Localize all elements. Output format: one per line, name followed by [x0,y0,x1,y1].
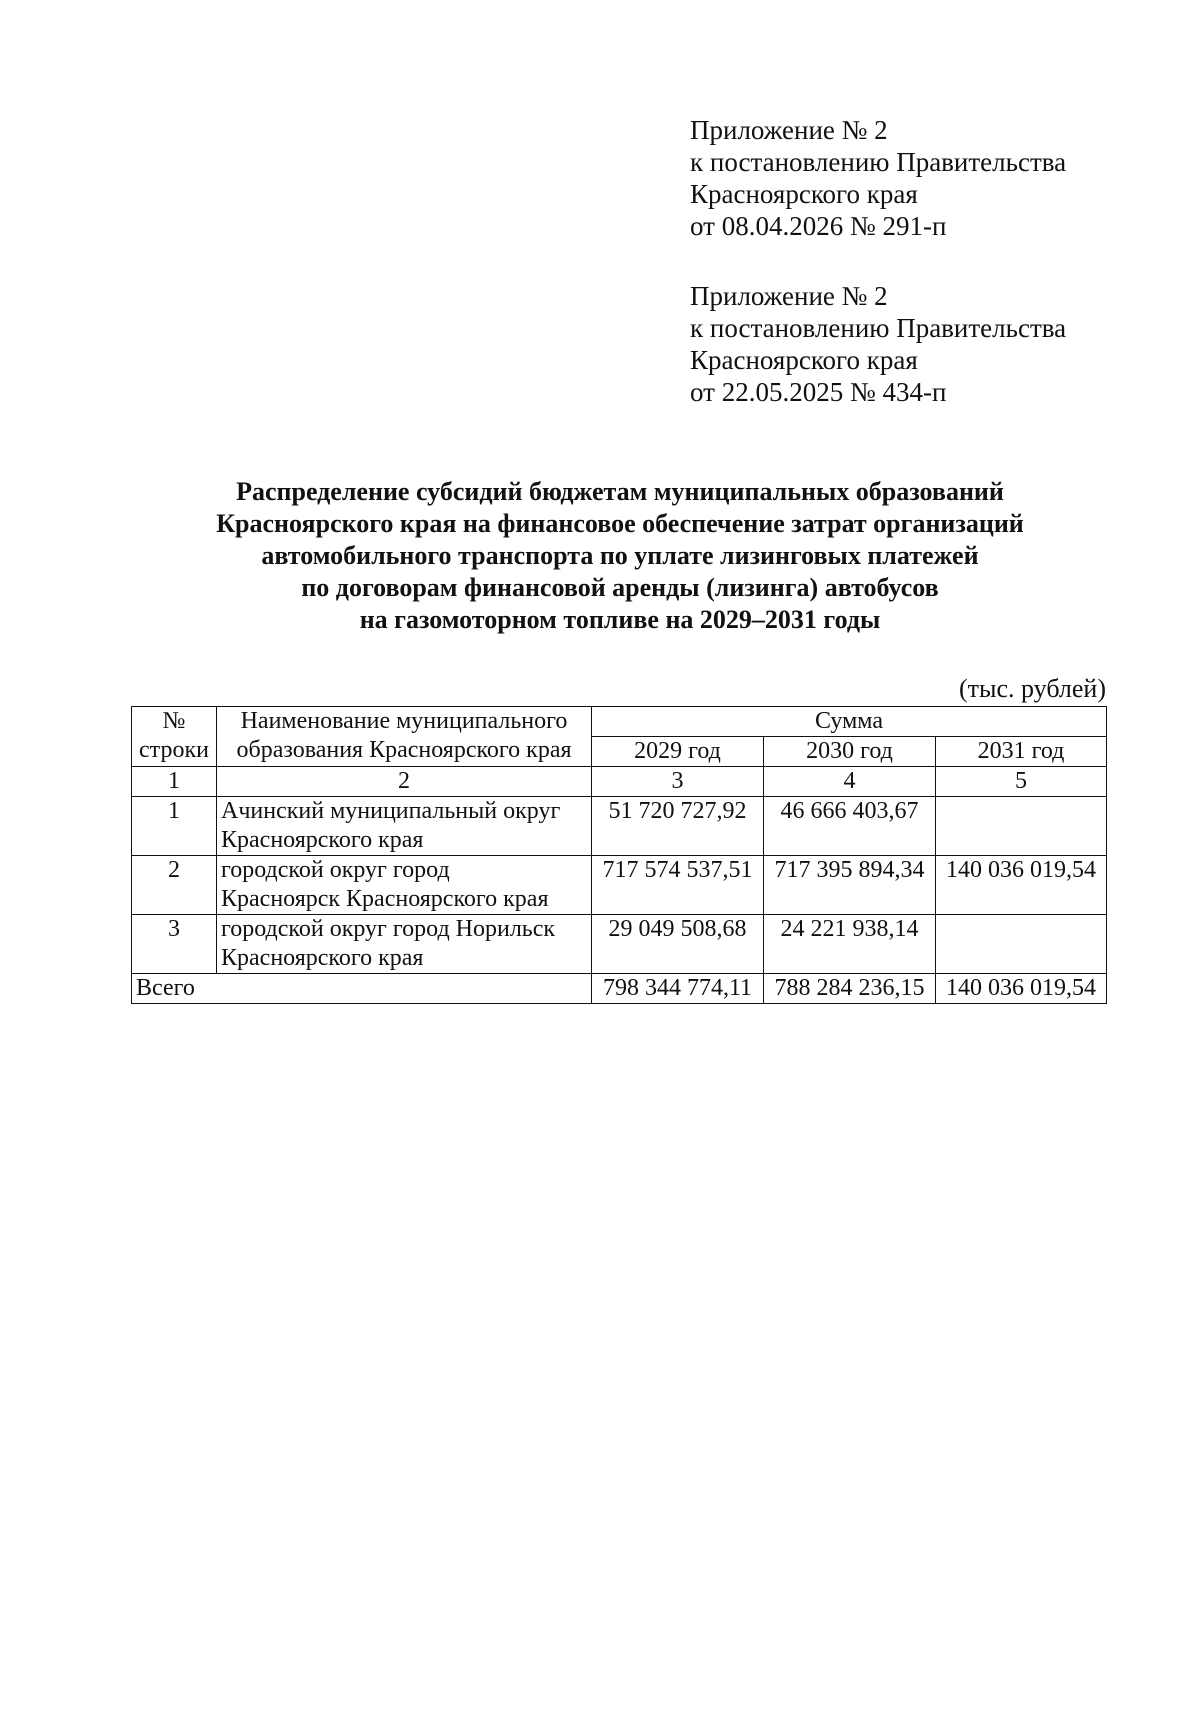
title-line: Красноярского края на финансовое обеспечение затрат организаций [216,509,1024,538]
municipality-name: городской округ город Норильск Красноярского края [217,915,592,974]
amount-2030: 24 221 938,14 [764,915,936,974]
total-label: Всего [132,974,592,1004]
amount-2031: 140 036 019,54 [936,856,1107,915]
appendix-line: к постановлению Правительства [690,313,1067,343]
header-municipality-name: Наименование муниципального образования Красноярского края [217,707,592,767]
header-row-number: № строки [132,707,217,767]
appendix-line: от 22.05.2025 № 434-п [690,377,947,407]
total-2029: 798 344 774,11 [592,974,764,1004]
appendix-block-current [690,114,1066,242]
title-line: на газомоторном топливе на 2029–2031 годы [359,605,881,634]
table-total-row [132,974,1107,1004]
municipality-name: городской округ город Красноярск Красноярского края [217,856,592,915]
header-year-2031: 2031 год [936,737,1107,767]
table-row [132,797,1107,856]
subsidy-table-wrapper [131,706,1106,1004]
subsidy-table [131,706,1107,1004]
header-sum: Сумма [592,707,1107,737]
table-row [132,856,1107,915]
document-title [120,476,1120,636]
appendix-line: к постановлению Правительства [690,147,1067,177]
header-year-2030: 2030 год [764,737,936,767]
appendix-line: от 08.04.2026 № 291-п [690,211,947,241]
total-2031: 140 036 019,54 [936,974,1107,1004]
column-number: 2 [217,767,592,797]
table-row [132,915,1107,974]
appendix-line: Приложение № 2 [690,281,888,311]
amount-2030: 46 666 403,67 [764,797,936,856]
appendix-line: Красноярского края [690,179,918,209]
column-number: 5 [936,767,1107,797]
title-line: автомобильного транспорта по уплате лизинговых платежей [261,541,979,570]
amount-2030: 717 395 894,34 [764,856,936,915]
total-2030: 788 284 236,15 [764,974,936,1004]
row-number: 1 [132,797,217,856]
appendix-line: Приложение № 2 [690,115,888,145]
municipality-name: Ачинский муниципальный округ Красноярского края [217,797,592,856]
row-number: 3 [132,915,217,974]
column-number: 1 [132,767,217,797]
amount-2029: 717 574 537,51 [592,856,764,915]
header-year-2029: 2029 год [592,737,764,767]
row-number: 2 [132,856,217,915]
amount-2031 [936,915,1107,974]
amount-2029: 51 720 727,92 [592,797,764,856]
appendix-line: Красноярского края [690,345,918,375]
title-line: Распределение субсидий бюджетам муниципальных образований [236,477,1004,506]
appendix-block-previous [690,280,1066,408]
amount-2031 [936,797,1107,856]
column-number: 3 [592,767,764,797]
column-numbers-row [132,767,1107,797]
title-line: по договорам финансовой аренды (лизинга) автобусов [301,573,939,602]
units-label: (тыс. рублей) [958,674,1106,703]
amount-2029: 29 049 508,68 [592,915,764,974]
column-number: 4 [764,767,936,797]
table-header-row [132,707,1107,737]
